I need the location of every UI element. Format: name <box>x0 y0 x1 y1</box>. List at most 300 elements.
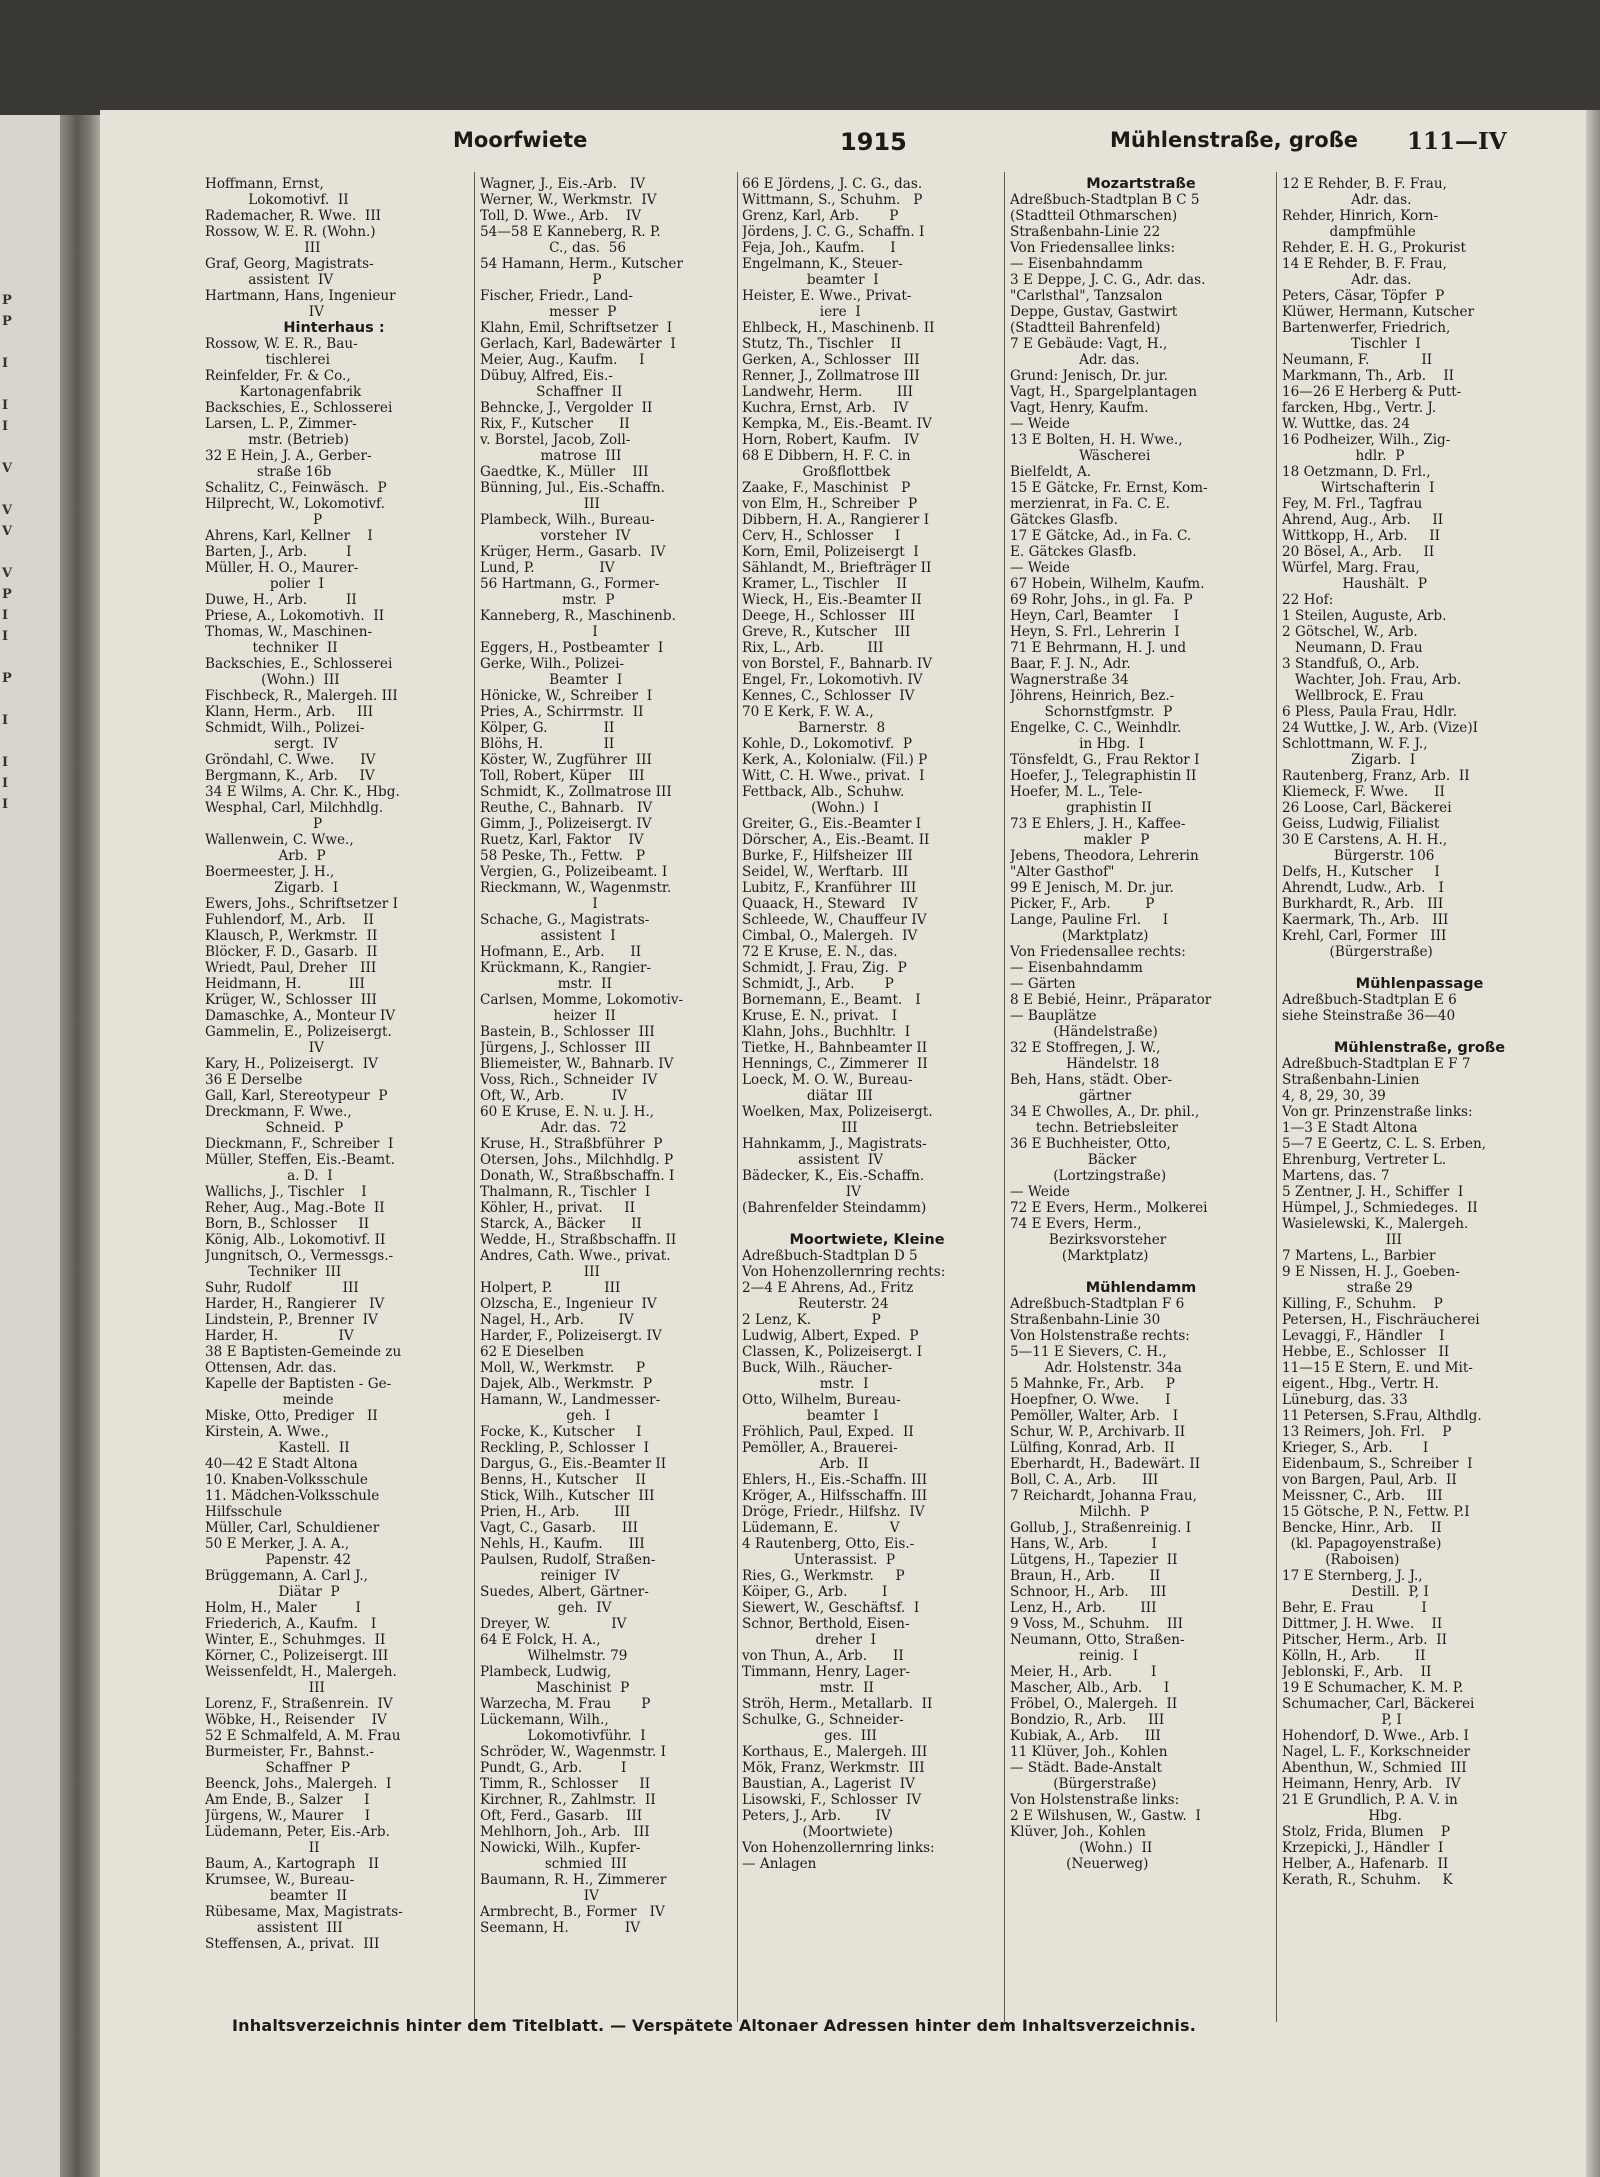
directory-entry-line: Kartonagenfabrik <box>205 384 362 400</box>
directory-entry-line: Vagt, C., Gasarb. III <box>480 1520 638 1536</box>
directory-entry-line: Fischer, Friedr., Land- <box>480 288 633 304</box>
directory-entry-line: 6 Pless, Paula Frau, Hdlr. <box>1282 704 1457 720</box>
directory-entry-line: Schaffner P <box>205 1760 351 1776</box>
directory-entry-line: 64 E Folck, H. A., <box>480 1632 601 1648</box>
directory-entry-line: Baumann, R. H., Zimmerer <box>480 1872 667 1888</box>
directory-entry-line: (Bahrenfelder Steindamm) <box>742 1200 927 1216</box>
directory-entry-line: Reckling, P., Schlosser I <box>480 1440 649 1456</box>
directory-entry-line: 34 E Wilms, A. Chr. K., Hbg. <box>205 784 400 800</box>
directory-entry-line: 40—42 E Stadt Altona <box>205 1456 358 1472</box>
directory-entry-line: 24 Wuttke, J. W., Arb. (Vize)I <box>1282 720 1479 736</box>
directory-entry-line: Helber, A., Hafenarb. II <box>1282 1856 1449 1872</box>
directory-entry-line: techn. Betriebsleiter <box>1010 1120 1179 1136</box>
directory-entry-line: assistent III <box>205 1920 343 1936</box>
directory-entry-line: Thomas, W., Maschinen- <box>205 624 373 640</box>
directory-entry-line: Wriedt, Paul, Dreher III <box>205 960 377 976</box>
directory-entry-line: Straßenbahn-Linie 30 <box>1010 1312 1161 1328</box>
street-heading: Hinterhaus : <box>283 320 385 336</box>
book-gutter <box>60 115 102 2177</box>
directory-entry-line: 19 E Schumacher, K. M. P. <box>1282 1680 1464 1696</box>
directory-entry-line: Tischler I <box>1282 336 1421 352</box>
directory-entry-line: III <box>205 240 321 256</box>
directory-entry-line: Ehrenburg, Vertreter L. <box>1282 1152 1447 1168</box>
directory-entry-line: Fuhlendorf, M., Arb. II <box>205 912 374 928</box>
directory-entry-line: reinig. I <box>1010 1648 1139 1664</box>
directory-entry-line: Neumann, Otto, Straßen- <box>1010 1632 1185 1648</box>
directory-entry-line: Starck, A., Bäcker II <box>480 1216 642 1232</box>
directory-entry-line: 54—58 E Kanneberg, R. P. <box>480 224 661 240</box>
directory-entry-line: P, I <box>1282 1712 1402 1728</box>
directory-entry-line: 50 E Merker, J. A. A., <box>205 1536 350 1552</box>
directory-entry-line: 13 Reimers, Joh. Frl. P <box>1282 1424 1452 1440</box>
directory-entry-line: Lindstein, P., Brenner IV <box>205 1312 378 1328</box>
directory-entry-line: Peters, J., Arb. IV <box>742 1808 891 1824</box>
directory-entry-line: Jördens, J. C. G., Schaffn. I <box>742 224 925 240</box>
directory-entry-line: 17 E Gätcke, Ad., in Fa. C. <box>1010 528 1192 544</box>
directory-entry-line: Destill. P, I <box>1282 1584 1429 1600</box>
directory-entry-line: Duwe, H., Arb. II <box>205 592 357 608</box>
directory-entry-line: — Städt. Bade-Anstalt <box>1010 1760 1162 1776</box>
directory-entry-line: Toll, D. Wwe., Arb. IV <box>480 208 642 224</box>
directory-entry-line: Seemann, H. IV <box>480 1920 641 1936</box>
directory-entry-line: 10. Knaben-Volksschule <box>205 1472 368 1488</box>
directory-entry-line: Arb. II <box>742 1456 869 1472</box>
directory-entry-line: Köiper, G., Arb. I <box>742 1584 888 1600</box>
directory-entry-line: Ahrend, Aug., Arb. II <box>1282 512 1444 528</box>
directory-entry-line: Rossow, W. E. R., Bau- <box>205 336 358 352</box>
directory-entry-line: Nehls, H., Kaufm. III <box>480 1536 645 1552</box>
directory-entry-line: Dreckmann, F. Wwe., <box>205 1104 352 1120</box>
directory-entry-line: 2 E Wilshusen, W., Gastw. I <box>1010 1808 1201 1824</box>
directory-entry-line: beamter II <box>205 1888 347 1904</box>
directory-entry-line: Olzscha, E., Ingenieur IV <box>480 1296 657 1312</box>
directory-entry-line: Tietke, H., Bahnbeamter II <box>742 1040 928 1056</box>
directory-entry-line: Klahn, Johs., Buchhltr. I <box>742 1024 911 1040</box>
directory-entry-line <box>1282 1024 1557 1040</box>
directory-entry-line: Gätckes Glasfb. <box>1010 512 1118 528</box>
directory-entry-line: (Stadtteil Othmarschen) <box>1010 208 1178 224</box>
directory-entry-line: 12 E Rehder, B. F. Frau, <box>1282 176 1447 192</box>
directory-entry-line: Von Friedensallee rechts: <box>1010 944 1186 960</box>
directory-entry-line: Adreßbuch-Stadtplan D 5 <box>742 1248 918 1264</box>
directory-entry-line: Nagel, H., Arb. IV <box>480 1312 634 1328</box>
directory-entry-line: Schulke, G., Schneider- <box>742 1712 904 1728</box>
directory-entry-line: Zigarb. I <box>205 880 339 896</box>
directory-entry-line: Engel, Fr., Lokomotivh. IV <box>742 672 923 688</box>
directory-entry-line: Kröger, A., Hilfsschaffn. III <box>742 1488 928 1504</box>
column-rule <box>1004 172 1005 2022</box>
directory-entry-line: diätar III <box>742 1088 873 1104</box>
directory-entry-line: Brüggemann, A. Carl J., <box>205 1568 369 1584</box>
directory-entry-line: Müller, Steffen, Eis.-Beamt. <box>205 1152 395 1168</box>
directory-entry-line: Bartenwerfer, Friedrich, <box>1282 320 1451 336</box>
directory-entry-line: Dieckmann, F., Schreiber I <box>205 1136 394 1152</box>
directory-entry-line: Hennings, C., Zimmerer II <box>742 1056 928 1072</box>
directory-entry-line: 11 Petersen, S.Frau, Althdlg. <box>1282 1408 1482 1424</box>
directory-entry-line: Kirstein, A. Wwe., <box>205 1424 329 1440</box>
directory-entry-line: Bornemann, E., Beamt. I <box>742 992 921 1008</box>
directory-entry-line: Adreßbuch-Stadtplan F 6 <box>1010 1296 1185 1312</box>
directory-entry-line: Straßenbahn-Linien <box>1282 1072 1420 1088</box>
directory-entry-line: IV <box>205 304 324 320</box>
directory-entry-line: Woelken, Max, Polizeisergt. <box>742 1104 933 1120</box>
directory-entry-line: Meissner, C., Arb. III <box>1282 1488 1443 1504</box>
directory-entry-line: 69 Rohr, Johs., in gl. Fa. P <box>1010 592 1193 608</box>
directory-entry-line: Krüger, W., Schlosser III <box>205 992 377 1008</box>
directory-entry-line: Kastell. II <box>205 1440 350 1456</box>
directory-entry-line: Otersen, Johs., Milchhdlg. P <box>480 1152 674 1168</box>
directory-entry-line: 36 E Buchheister, Otto, <box>1010 1136 1171 1152</box>
directory-entry-line: Straßenbahn-Linie 22 <box>1010 224 1161 240</box>
directory-entry-line: Wöbke, H., Reisender IV <box>205 1712 387 1728</box>
directory-entry-line: Schmidt, J. Frau, Zig. P <box>742 960 907 976</box>
directory-entry-line: Kanneberg, R., Maschinenb. <box>480 608 676 624</box>
directory-entry-line: 2 Götschel, W., Arb. <box>1282 624 1418 640</box>
directory-entry-line: 15 Götsche, P. N., Fettw. P.I <box>1282 1504 1470 1520</box>
directory-entry-line: Bezirksvorsteher <box>1010 1232 1167 1248</box>
directory-entry-line: 13 E Bolten, H. H. Wwe., <box>1010 432 1183 448</box>
directory-entry-line: 4 Rautenberg, Otto, Eis.- <box>742 1536 915 1552</box>
directory-entry-line: Von Holstenstraße links: <box>1010 1792 1180 1808</box>
directory-entry-line: 1—3 E Stadt Altona <box>1282 1120 1418 1136</box>
directory-entry-line: Arb. P <box>205 848 326 864</box>
directory-entry-line: Köster, W., Zugführer III <box>480 752 652 768</box>
directory-entry-line: vorsteher IV <box>480 528 631 544</box>
directory-entry-line: Bielfeldt, A. <box>1010 464 1092 480</box>
directory-entry-line: Kerath, R., Schuhm. K <box>1282 1872 1453 1888</box>
directory-entry-line: Hamann, W., Landmesser- <box>480 1392 661 1408</box>
directory-entry-line: Rautenberg, Franz, Arb. II <box>1282 768 1470 784</box>
directory-entry-line: Burke, F., Hilfsheizer III <box>742 848 913 864</box>
street-heading: Mühlendamm <box>1085 1280 1197 1296</box>
directory-entry-line: Paulsen, Rudolf, Straßen- <box>480 1552 656 1568</box>
directory-entry-line: matrose III <box>480 448 622 464</box>
directory-entry-line: Donath, W., Straßbschaffn. I <box>480 1168 675 1184</box>
directory-entry-line: 72 E Evers, Herm., Molkerei <box>1010 1200 1208 1216</box>
directory-entry-line: Ehlbeck, H., Maschinenb. II <box>742 320 935 336</box>
directory-entry-line: Schlottmann, W. F. J., <box>1282 736 1428 752</box>
directory-entry-line: Lange, Pauline Frl. I <box>1010 912 1169 928</box>
directory-entry-line: Bastein, B., Schlosser III <box>480 1024 655 1040</box>
directory-entry-line: mstr. II <box>742 1680 874 1696</box>
directory-entry-line: Eberhardt, H., Badewärt. II <box>1010 1456 1201 1472</box>
directory-entry-line <box>1282 960 1557 976</box>
directory-entry-line: Martens, das. 7 <box>1282 1168 1390 1184</box>
directory-entry-line: Delfs, H., Kutscher I <box>1282 864 1440 880</box>
directory-entry-line: Schröder, W., Wagenmstr. I <box>480 1744 667 1760</box>
directory-entry-line: Fey, M. Frl., Tagfrau <box>1282 496 1423 512</box>
directory-entry-line: Heyn, S. Frl., Lehrerin I <box>1010 624 1180 640</box>
directory-entry-line: Zaake, F., Maschinist P <box>742 480 911 496</box>
directory-entry-line: Meier, H., Arb. I <box>1010 1664 1157 1680</box>
directory-entry-line: 99 E Jenisch, M. Dr. jur. <box>1010 880 1174 896</box>
directory-entry-line: 5 Zentner, J. H., Schiffer I <box>1282 1184 1464 1200</box>
directory-entry-line: Barnerstr. 8 <box>742 720 886 736</box>
directory-entry-line: Beenck, Johs., Malergeh. I <box>205 1776 392 1792</box>
directory-entry-line: — Weide <box>1010 416 1070 432</box>
directory-entry-line: Ottensen, Adr. das. <box>205 1360 337 1376</box>
directory-entry-line: 3 E Deppe, J. C. G., Adr. das. <box>1010 272 1206 288</box>
directory-entry-line: Geiss, Ludwig, Filialist <box>1282 816 1440 832</box>
directory-entry-line: Milchh. P <box>1010 1504 1149 1520</box>
directory-entry-line: Greiter, G., Eis.-Beamter I <box>742 816 922 832</box>
directory-entry-line: Klahn, Emil, Schriftsetzer I <box>480 320 673 336</box>
directory-entry-line: 2—4 E Ahrens, Ad., Fritz <box>742 1280 914 1296</box>
page-header <box>100 128 1570 158</box>
directory-entry-line: 52 E Schmalfeld, A. M. Frau <box>205 1728 401 1744</box>
directory-entry-line: Stolz, Frida, Blumen P <box>1282 1824 1451 1840</box>
directory-entry-line: Eggers, H., Postbeamter I <box>480 640 664 656</box>
directory-entry-line: 38 E Baptisten-Gemeinde zu <box>205 1344 402 1360</box>
directory-entry-line: meinde <box>205 1392 334 1408</box>
directory-entry-line: — Gärten <box>1010 976 1076 992</box>
directory-entry-line: 8 E Bebié, Heinr., Präparator <box>1010 992 1212 1008</box>
directory-entry-line: Von Holstenstraße rechts: <box>1010 1328 1190 1344</box>
directory-entry-line: Loeck, M. O. W., Bureau- <box>742 1072 913 1088</box>
column-rule <box>474 172 475 2022</box>
directory-entry-line: Jeblonski, F., Arb. II <box>1282 1664 1432 1680</box>
directory-entry-line: 7 E Gebäude: Vagt, H., <box>1010 336 1168 352</box>
directory-entry-line: Klüwer, Hermann, Kutscher <box>1282 304 1475 320</box>
directory-entry-line: Kapelle der Baptisten - Ge- <box>205 1376 392 1392</box>
directory-entry-line: III <box>480 496 600 512</box>
directory-entry-line: 7 Martens, L., Barbier <box>1282 1248 1436 1264</box>
directory-entry-line: Picker, F., Arb. P <box>1010 896 1155 912</box>
directory-entry-line: Wellbrock, E. Frau <box>1282 688 1424 704</box>
directory-entry-line: Fischbeck, R., Malergeh. III <box>205 688 398 704</box>
directory-entry-line: Krehl, Carl, Former III <box>1282 928 1447 944</box>
directory-entry-line: Plambeck, Ludwig, <box>480 1664 612 1680</box>
directory-entry-line: gärtner <box>1010 1088 1132 1104</box>
directory-entry-line: von Borstel, F., Bahnarb. IV <box>742 656 933 672</box>
directory-entry-line: Müller, H. O., Maurer- <box>205 560 359 576</box>
directory-entry-line: Schleede, W., Chauffeur IV <box>742 912 927 928</box>
directory-entry-line: Lenz, H., Arb. III <box>1010 1600 1157 1616</box>
directory-entry-line: Dörscher, A., Eis.-Beamt. II <box>742 832 930 848</box>
directory-entry-line: Harder, H., Rangierer IV <box>205 1296 385 1312</box>
directory-entry-line: assistent IV <box>742 1152 884 1168</box>
directory-entry-line: makler P <box>1010 832 1150 848</box>
directory-entry-line: Rehder, E. H. G., Prokurist <box>1282 240 1466 256</box>
directory-entry-line: IV <box>742 1184 861 1200</box>
directory-entry-line: Cerv, H., Schlosser I <box>742 528 901 544</box>
directory-entry-line: 1 Steilen, Auguste, Arb. <box>1282 608 1447 624</box>
directory-entry-line: 68 E Dibbern, H. F. C. in <box>742 448 911 464</box>
directory-entry-line: 18 Oetzmann, D. Frl., <box>1282 464 1431 480</box>
directory-entry-line: 5 Mahnke, Fr., Arb. P <box>1010 1376 1175 1392</box>
directory-entry-line: Grenz, Karl, Arb. P <box>742 208 899 224</box>
directory-entry-line: 9 Voss, M., Schuhm. III <box>1010 1616 1183 1632</box>
directory-entry-line: 11—15 E Stern, E. und Mit- <box>1282 1360 1473 1376</box>
directory-entry-line: Kliemeck, F. Wwe. II <box>1282 784 1445 800</box>
directory-column-3 <box>742 176 992 1872</box>
directory-entry-line: Heister, E. Wwe., Privat- <box>742 288 912 304</box>
directory-entry-line: 9 E Nissen, H. J., Goeben- <box>1282 1264 1460 1280</box>
directory-entry-line: Fröhlich, Paul, Exped. II <box>742 1424 914 1440</box>
directory-entry-line: Adr. das. 72 <box>480 1120 627 1136</box>
directory-entry-line: 7 Reichardt, Johanna Frau, <box>1010 1488 1197 1504</box>
directory-entry-line: Kubiak, A., Arb. III <box>1010 1728 1161 1744</box>
header-page-number: 111—IV <box>1407 128 1507 155</box>
directory-entry-line: Händelstr. 18 <box>1010 1056 1160 1072</box>
directory-entry-line: Rix, L., Arb. III <box>742 640 884 656</box>
directory-entry-line: Hofmann, E., Arb. II <box>480 944 642 960</box>
directory-entry-line: Dreyer, W. IV <box>480 1616 627 1632</box>
directory-entry-line: Ries, G., Werkmstr. P <box>742 1568 905 1584</box>
directory-entry-line: Vagt, H., Spargelplantagen <box>1010 384 1197 400</box>
directory-entry-line: Bürgerstr. 106 <box>1282 848 1435 864</box>
directory-entry-line: Hahnkamm, J., Magistrats- <box>742 1136 927 1152</box>
directory-entry-line: Burmeister, Fr., Bahnst.- <box>205 1744 375 1760</box>
directory-entry-line: Harder, F., Polizeisergt. IV <box>480 1328 662 1344</box>
directory-entry-line: Baustian, A., Lagerist IV <box>742 1776 915 1792</box>
directory-entry-line: 4, 8, 29, 30, 39 <box>1282 1088 1386 1104</box>
directory-entry-line: Papenstr. 42 <box>205 1552 352 1568</box>
header-year: 1915 <box>840 128 907 156</box>
directory-entry-line: Klausch, P., Werkmstr. II <box>205 928 378 944</box>
directory-entry-line: 73 E Ehlers, J. H., Kaffee- <box>1010 816 1186 832</box>
directory-entry-line: Wagner, J., Eis.-Arb. IV <box>480 176 646 192</box>
directory-entry-line: Jöhrens, Heinrich, Bez.- <box>1010 688 1175 704</box>
directory-entry-line: Beamter I <box>480 672 623 688</box>
directory-entry-line: 71 E Behrmann, H. J. und <box>1010 640 1187 656</box>
directory-entry-line: Wäscherei <box>1010 448 1151 464</box>
directory-entry-line: messer P <box>480 304 617 320</box>
directory-entry-line: Wallenwein, C. Wwe., <box>205 832 354 848</box>
directory-entry-line: geh. IV <box>480 1600 612 1616</box>
directory-entry-line: Ludwig, Albert, Exped. P <box>742 1328 919 1344</box>
directory-entry-line: Lüdemann, E. V <box>742 1520 900 1536</box>
directory-entry-line: Jürgens, W., Maurer I <box>205 1808 371 1824</box>
directory-entry-line: mstr. (Betrieb) <box>205 432 349 448</box>
directory-entry-line: 22 Hof: <box>1282 592 1334 608</box>
directory-entry-line: Nowicki, Wilh., Kupfer- <box>480 1840 641 1856</box>
directory-entry-line: Moll, W., Werkmstr. P <box>480 1360 646 1376</box>
directory-entry-line: Reuterstr. 24 <box>742 1296 889 1312</box>
directory-entry-line: Kruse, H., Straßbführer P <box>480 1136 663 1152</box>
directory-entry-line: mstr. II <box>480 976 612 992</box>
directory-entry-line: 5—11 E Sievers, C. H., <box>1010 1344 1167 1360</box>
directory-entry-line: reiniger IV <box>480 1568 620 1584</box>
directory-entry-line: "Carlsthal", Tanzsalon <box>1010 288 1163 304</box>
directory-entry-line: (Wohn.) II <box>1010 1840 1153 1856</box>
page-footer-note: Inhaltsverzeichnis hinter dem Titelblatt. — Verspätete Altonaer Adressen hinter dem Inhaltsverzeichnis. <box>232 2016 1197 2035</box>
directory-entry-line: Schache, G., Magistrats- <box>480 912 650 928</box>
directory-entry-line: Gaedtke, K., Müller III <box>480 464 649 480</box>
directory-entry-line: (Stadtteil Bahrenfeld) <box>1010 320 1161 336</box>
directory-entry-line: merzienrat, in Fa. C. E. <box>1010 496 1170 512</box>
directory-entry-line: Seidel, W., Werftarb. III <box>742 864 909 880</box>
directory-entry-line: Behncke, J., Vergolder II <box>480 400 653 416</box>
directory-entry-line: Klüver, Joh., Kohlen <box>1010 1824 1146 1840</box>
directory-entry-line: Witt, C. H. Wwe., privat. I <box>742 768 925 784</box>
directory-entry-line: Lückemann, Wilh., <box>480 1712 609 1728</box>
directory-entry-line: Kramer, L., Tischler II <box>742 576 908 592</box>
directory-entry-line: Voss, Rich., Schneider IV <box>480 1072 658 1088</box>
directory-entry-line: Dübuy, Alfred, Eis.- <box>480 368 613 384</box>
directory-entry-line: Steffensen, A., privat. III <box>205 1936 380 1952</box>
directory-entry-line: IV <box>205 1040 324 1056</box>
directory-entry-line: Schornstfgmstr. P <box>1010 704 1173 720</box>
directory-entry-line: Reher, Aug., Mag.-Bote II <box>205 1200 385 1216</box>
directory-entry-line: Timm, R., Schlosser II <box>480 1776 651 1792</box>
directory-entry-line: Tönsfeldt, G., Frau Rektor I <box>1010 752 1200 768</box>
directory-entry-line: Kölln, H., Arb. II <box>1282 1648 1426 1664</box>
directory-entry-line: 56 Hartmann, G., Former- <box>480 576 660 592</box>
directory-entry-line: Holpert, P. III <box>480 1280 621 1296</box>
directory-entry-line: Am Ende, B., Salzer I <box>205 1792 370 1808</box>
directory-entry-line: (Marktplatz) <box>1010 1248 1149 1264</box>
directory-entry-line: dampfmühle <box>1282 224 1416 240</box>
directory-entry-line: Bergmann, K., Arb. IV <box>205 768 375 784</box>
directory-entry-line: Armbrecht, B., Former IV <box>480 1904 665 1920</box>
directory-entry-line: — Eisenbahndamm <box>1010 256 1143 272</box>
directory-entry-line: 16 Podheizer, Wilh., Zig- <box>1282 432 1451 448</box>
directory-entry-line: (Neuerweg) <box>1010 1856 1149 1872</box>
directory-entry-line: Kaermark, Th., Arb. III <box>1282 912 1449 928</box>
directory-entry-line: Rademacher, R. Wwe. III <box>205 208 382 224</box>
directory-entry-line: Barten, J., Arb. I <box>205 544 352 560</box>
directory-entry-line: Von Hohenzollernring links: <box>742 1840 935 1856</box>
directory-entry-line: Mök, Franz, Werkmstr. III <box>742 1760 925 1776</box>
directory-entry-line: heizer II <box>480 1008 616 1024</box>
directory-entry-line: Friederich, A., Kaufm. I <box>205 1616 377 1632</box>
directory-entry-line: assistent IV <box>205 272 334 288</box>
directory-entry-line: graphistin II <box>1010 800 1152 816</box>
directory-entry-line: Prien, H., Arb. III <box>480 1504 631 1520</box>
directory-entry-line: Suhr, Rudolf III <box>205 1280 359 1296</box>
directory-entry-line: Stick, Wilh., Kutscher III <box>480 1488 655 1504</box>
directory-entry-line: P <box>480 272 602 288</box>
directory-entry-line: 62 E Dieselben <box>480 1344 585 1360</box>
directory-entry-line: Plambeck, Wilh., Bureau- <box>480 512 655 528</box>
directory-entry-line: Von Hohenzollernring rechts: <box>742 1264 946 1280</box>
directory-entry-line: Bädecker, K., Eis.-Schaffn. <box>742 1168 925 1184</box>
directory-entry-line: Kerk, A., Kolonialw. (Fil.) P <box>742 752 928 768</box>
directory-entry-line: Wittkopp, H., Arb. II <box>1282 528 1440 544</box>
directory-entry-line: Born, B., Schlosser II <box>205 1216 370 1232</box>
directory-entry-line: Schmidt, J., Arb. P <box>742 976 894 992</box>
directory-entry-line: Wasielewski, K., Malergeh. <box>1282 1216 1469 1232</box>
directory-entry-line: Schmidt, Wilh., Polizei- <box>205 720 365 736</box>
directory-entry-line: Adreßbuch-Stadtplan E F 7 <box>1282 1056 1471 1072</box>
directory-entry-line: Hebbe, E., Schlosser II <box>1282 1344 1450 1360</box>
directory-entry-line: Markmann, Th., Arb. II <box>1282 368 1455 384</box>
directory-entry-line: (Raboisen) <box>1282 1552 1400 1568</box>
directory-entry-line: (Marktplatz) <box>1010 928 1149 944</box>
directory-entry-line: Kuchra, Ernst, Arb. IV <box>742 400 909 416</box>
directory-entry-line: Sählandt, M., Briefträger II <box>742 560 932 576</box>
directory-entry-line: v. Borstel, Jacob, Zoll- <box>480 432 631 448</box>
directory-entry-line: 21 E Grundlich, P. A. V. in <box>1282 1792 1458 1808</box>
directory-entry-line: sergt. IV <box>205 736 338 752</box>
directory-entry-line: 67 Hobein, Wilhelm, Kaufm. <box>1010 576 1205 592</box>
directory-entry-line: Rossow, W. E. R. (Wohn.) <box>205 224 376 240</box>
directory-entry-line: Behr, E. Frau I <box>1282 1600 1427 1616</box>
directory-entry-line: Classen, K., Polizeisergt. I <box>742 1344 923 1360</box>
directory-entry-line: Schumacher, Carl, Bäckerei <box>1282 1696 1475 1712</box>
directory-entry-line: Ehlers, H., Eis.-Schaffn. III <box>742 1472 928 1488</box>
directory-entry-line: Backschies, E., Schlosserei <box>205 400 393 416</box>
directory-entry-line: Gröndahl, C. Wwe. IV <box>205 752 376 768</box>
directory-entry-line: 74 E Evers, Herm., <box>1010 1216 1142 1232</box>
directory-entry-line: Jürgens, J., Schlosser III <box>480 1040 651 1056</box>
directory-entry-line: E. Gätckes Glasfb. <box>1010 544 1137 560</box>
directory-entry-line: Fettback, Alb., Schuhw. <box>742 784 905 800</box>
directory-entry-line: straße 16b <box>205 464 332 480</box>
directory-entry-line: Jungnitsch, O., Vermessgs.- <box>205 1248 394 1264</box>
directory-entry-line: Gerken, A., Schlosser III <box>742 352 920 368</box>
